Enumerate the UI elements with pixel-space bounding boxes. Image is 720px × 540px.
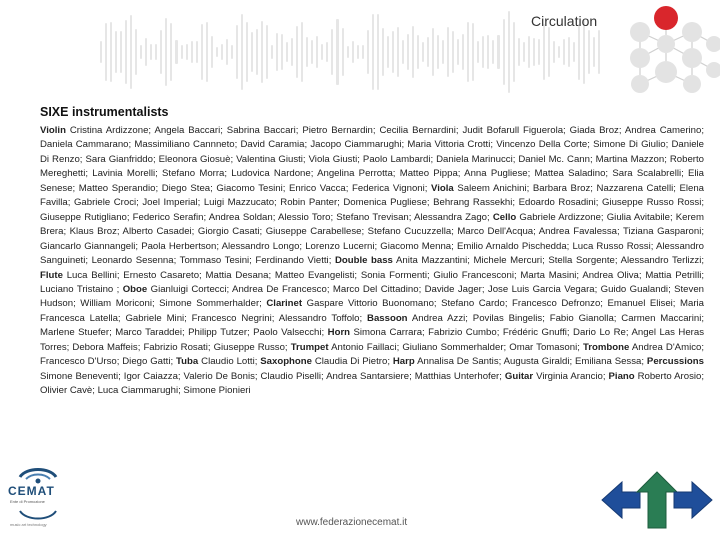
logo-name: CEMAT <box>8 484 55 498</box>
molecule-decoration-icon <box>610 2 720 102</box>
instrument-name: Trumpet <box>290 341 329 353</box>
musician-names: Saleem Anichini; Barbara Broz; Nazzarena Catelli; Elena Favilla; Gabriele Croci; Joel Imperial; Luigi Mazzucato; Robin Panter; Domenica Pugliese; Behrang Rassekhi; Edoardo Rosadini; Giuseppe Russo Rossi; Giuseppe Rutigliano; Federico Serafin; Andrea Soldan; Alessio Toro; Stefano Trevisan; Alessandra Zago; <box>40 182 705 223</box>
logo-subtitle: Ente di Promozione <box>10 499 45 504</box>
musician-names: Andrea Azzi; Povilas Bingelis; Fabio Gianolla; Carmen Maccarini; Marlene Stuefer; Marco Taraddei; Philipp Tutzer; Paolo Valsecchi; <box>40 312 704 339</box>
instrumentalists-list <box>40 124 704 399</box>
instrument-name: Bassoon <box>367 312 408 324</box>
instrument-name: Cello <box>492 211 517 223</box>
instrument-name: Tuba <box>176 356 199 368</box>
musician-names: Anita Mazzantini; Michele Mercuri; Stella Sorgente; Alessandro Terlizzi; <box>392 255 704 267</box>
musician-names: Virginia Arancio; <box>533 370 609 382</box>
navigation-arrows <box>598 468 716 532</box>
musician-names: Gaspare Vittorio Buonomano; Stefano Cardo; Francesco Defronzo; Emanuel Elisei; Maria Francesca Latella; Gabriele Mini; Francesco Negrini; Alessandro Toffolo; <box>40 298 704 324</box>
arrow-up-icon[interactable] <box>637 472 677 528</box>
footer-url[interactable]: www.federazionecemat.it <box>296 517 408 528</box>
header-title: Circulation <box>531 13 598 29</box>
musician-names: Claudia Di Pietro; <box>311 356 393 368</box>
musician-names: Simona Carrara; Fabrizio Cumbo; Frédéric Gnuffi; Dario Lo Re; Angel Las Heras Torres; Debora Maffeis; Fabrizio Rosati; Giuseppe Russo; <box>40 327 705 353</box>
instrument-name: Harp <box>392 356 415 368</box>
section-title: SIXE instrumentalists <box>40 105 169 119</box>
musician-names: Gianluigi Cortecci; Andrea De Francesco; Marco Del Cittadino; Davide Jager; Jose Luis Garcia Vegara; Guido Gualandi; Steven Hudson; William Moriconi; Simone Sommerhalder; <box>40 283 704 310</box>
musician-names: Antonio Faillaci; Giuliano Sommerhalder; Omar Tomasoni; <box>328 341 583 353</box>
instrument-name: Guitar <box>504 370 534 382</box>
musician-names: Andrea D'Amico; Francesco D'Urso; Diego Gatti; <box>40 341 704 368</box>
instrument-name: Percussions <box>646 356 704 368</box>
instrument-name: Flute <box>40 269 63 281</box>
musician-names: Roberto Arosio; Olivier Cavè; Luca Ciammarughi; Simone Pionieri <box>40 370 704 397</box>
musician-names: Annalisa De Santis; Augusta Giraldi; Emiliana Sessa; <box>414 356 647 368</box>
arrow-right-icon[interactable] <box>674 482 712 518</box>
musician-names: Simone Beneventi; Igor Caiazza; Valerio De Bonis; Claudio Piselli; Andrea Santarsiere; Matthias Unterhofer; <box>40 370 505 382</box>
instrument-name: Clarinet <box>266 298 303 310</box>
instrument-name: Oboe <box>122 283 148 295</box>
instrument-name: Saxophone <box>260 356 312 368</box>
instrument-name: Double bass <box>334 255 393 267</box>
instrument-name: Piano <box>608 370 635 382</box>
sound-wave-icon <box>100 4 600 100</box>
musician-names: Luca Bellini; Ernesto Casareto; Mattia Desana; Matteo Evangelisti; Sonia Formenti; Giulio Francesconi; Marta Masini; Andrea Oliva; Mattia Petrilli; Luciano Tristaino ; <box>40 269 704 295</box>
arrow-left-icon[interactable] <box>602 482 640 518</box>
instrument-name: Horn <box>327 327 351 339</box>
musician-names: Gabriele Ardizzone; Giulia Avitabile; Kerem Brera; Klaus Broz; Alberto Casadei; Giorgio Casati; Giuseppe Carabellese; Stefano Cucuzzella; Marco Dell'Acqua; Andrea Favalessa; Tiziana Gasparoni; Giancarlo Giannangeli; Paola Herbertson; Alessandro Longo; Lorenzo Lucerni; Giacomo Menna; Emilio Arnaldo Pischedda; Luca Russo Rossi; Alessandro Sanguineti; Leonardo Sesenna; Tommaso Tesini; Ferdinando Vietti; <box>40 211 704 267</box>
musician-names: Claudio Lotti; <box>198 356 261 368</box>
instrument-name: Viola <box>431 182 454 194</box>
instrument-name: Violin <box>40 125 66 136</box>
musician-names: Cristina Ardizzone; Angela Baccari; Sabrina Baccari; Pietro Bernardin; Cecilia Bernardini; Judit Bofarull Figuerola; Giada Broz; Andrea Camerino; Daniela Cammarano; Massimiliano Cannneto; David Caramia; Jacopo Ciammarughi; Maria Vittoria Crotti; Vincenzo Della Corte; Simone Di Giulio; Daniele Di Renzo; Sara Gianfriddo; Eleonora Giosuè; Valentina Giusti; Viola Giusti; Paolo Lambardi; Daniela Marinucci; Daniel Mc. Cann; Martina Mazzon; Roberto Mereghetti; Lavinia Morelli; Stefano Morra; Ludovica Nardone; Angelina Perrotta; Matteo Pippa; Anna Pugliese; Mattea Saladino; Sara Scalabrelli; Elia Senese; Matteo Sperandio; Diego Stea; Giacomo Tesini; Enrico Vacca; Federica Vignoni; <box>40 125 704 194</box>
instrument-name: Trombone <box>582 341 630 353</box>
logo-tagline: music art technology <box>10 522 47 527</box>
